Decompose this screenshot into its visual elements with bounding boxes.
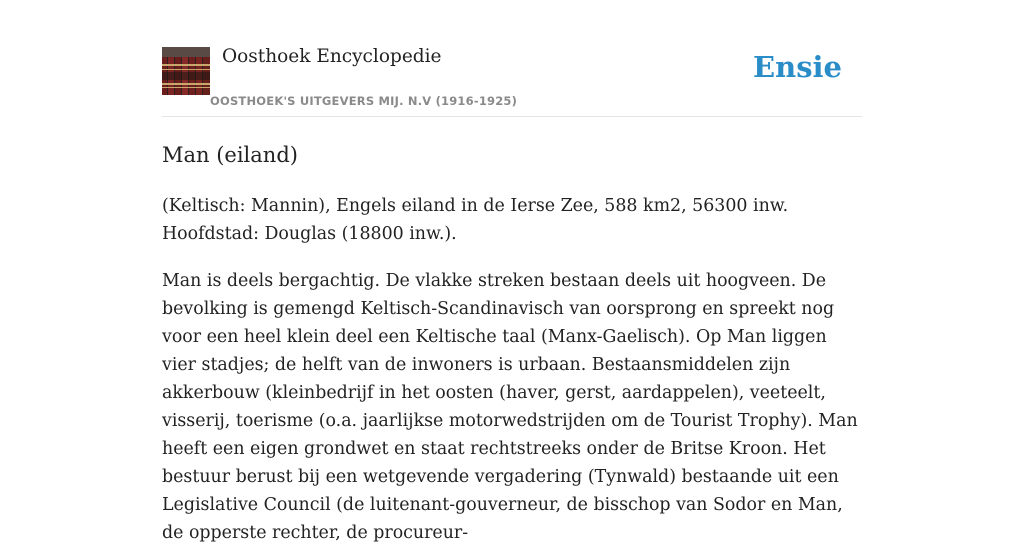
encyclopedia-books-icon — [162, 47, 210, 95]
article — [162, 140, 862, 547]
site-name[interactable]: Oosthoek Encyclopedie — [222, 46, 442, 67]
avatar[interactable] — [162, 47, 210, 95]
article-paragraph: Man is deels bergachtig. De vlakke streken bestaan deels uit hoogveen. De bevolking is gemengd Keltisch-Scandinavisch van oorsprong en spreekt nog voor een heel klein deel een Keltische taal (Manx-Gaelisch). Op Man liggen vier stadjes; de helft van de inwoners is urbaan. Bestaansmiddelen zijn akkerbouw (kleinbedrijf in het oosten (haver, gerst, aardappelen), veeteelt, visserij, toerisme (o.a. jaarlijkse motorwedstrijden om de Tourist Trophy). Man heeft een eigen grondwet en staat rechtstreeks onder de Britse Kroon. Het bestuur berust bij een wetgevende vergadering (Tynwald) bestaande uit een Legislative Council (de luitenant-gouverneur, de bisschop van Sodor en Man, de opperste rechter, de procureur- — [162, 271, 858, 543]
site-header — [162, 0, 862, 117]
article-paragraph: (Keltisch: Mannin), Engels eiland in de Ierse Zee, 588 km2, 56300 inw. Hoofdstad: Douglas (18800 inw.). — [162, 196, 789, 244]
brand-logo[interactable]: Ensie — [753, 50, 842, 84]
page-title: Man (eiland) — [162, 143, 298, 167]
publisher-label[interactable]: OOSTHOEK'S UITGEVERS MIJ. N.V (1916-1925) — [210, 94, 518, 108]
